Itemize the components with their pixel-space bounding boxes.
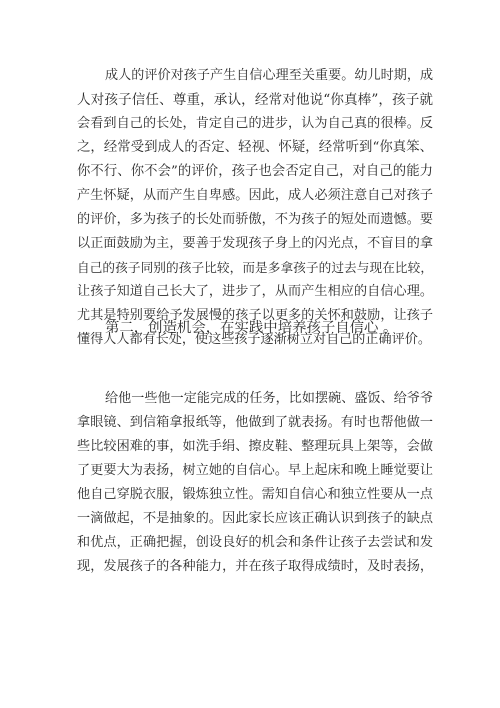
text-line: 他自己穿脱衣服，锻炼独立性。需知自信心和独立性要从一点 (77, 487, 433, 502)
text-line: 第二，创造机会，在实践中培养孩子自信心 。 (105, 320, 398, 336)
text-line: 一滴做起，不是抽象的。因此家长应该正确认识到孩子的缺点 (77, 511, 433, 526)
text-line: 拿眼镜、到信箱拿报纸等，他做到了就表扬。有时也帮他做一 (77, 415, 433, 430)
text-line: 会看到自己的长处，肯定自己的进步，认为自己真的很棒。反 (77, 116, 433, 131)
text-line: 些比较困难的事，如洗手绢、擦皮鞋、整理玩具上架等，会做 (77, 439, 433, 454)
text-line: 成人的评价对孩子产生自信心理至关重要。幼儿时期，成 (105, 68, 433, 83)
text-line: 人对孩子信任、尊重，承认，经常对他说“你真棒”，孩子就 (77, 92, 433, 108)
text-line: 之，经常受到成人的否定、轻视、怀疑，经常听到“你真笨、 (77, 140, 433, 155)
text-line: 给他一些他一定能完成的任务，比如摆碗、盛饭、给爷爷 (105, 391, 433, 406)
text-line: 产生怀疑，从而产生自卑感。因此，成人必须注意自己对孩子 (77, 188, 433, 203)
paragraph-give-tasks (77, 387, 433, 579)
text-line: 的评价，多为孩子的长处而骄傲，不为孩子的短处而遗憾。要 (77, 212, 433, 227)
paragraph-adult-evaluation (77, 64, 433, 352)
text-line: 尤其是特别要给予发展慢的孩子以更多的关怀和鼓励，让孩子 (77, 308, 433, 323)
text-line: 以正面鼓励为主，要善于发现孩子身上的闪光点，不盲目的拿 (77, 236, 433, 251)
text-line: 和优点，正确把握，创设良好的机会和条件让孩子去尝试和发 (77, 535, 433, 550)
text-line: 懂得人人都有长处，使这些孩子逐渐树立对自己的正确评价。 (77, 332, 431, 347)
text-line: 让孩子知道自己长大了，进步了，从而产生相应的自信心理。 (77, 284, 433, 299)
section-heading-create-opportunities (77, 316, 433, 340)
text-line: 现，发展孩子的各种能力，并在孩子取得成绩时，及时表扬， (77, 559, 433, 574)
text-line: 自己的孩子同别的孩子比较，而是多拿孩子的过去与现在比较， (77, 260, 433, 275)
text-line: 了更要大为表扬，树立她的自信心。早上起床和晚上睡觉要让 (77, 463, 433, 478)
text-line: 你不行、你不会”的评价，孩子也会否定自己，对自己的能力 (77, 164, 433, 179)
